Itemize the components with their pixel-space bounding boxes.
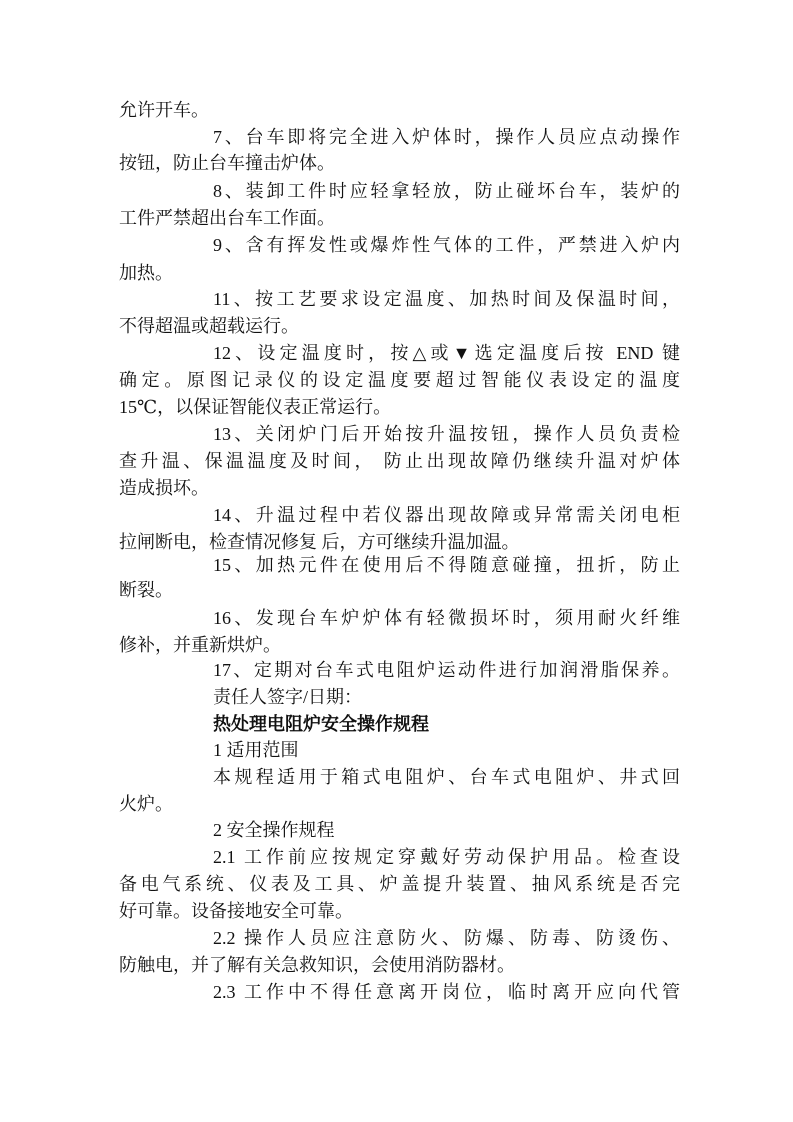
text-line: 8、装卸工件时应轻拿轻放，防止碰坏台车，装炉的	[213, 181, 680, 201]
text-line: 不得超温或超载运行。	[119, 316, 299, 336]
text-line: 断裂。	[119, 580, 173, 600]
text-line: 11、按工艺要求设定温度、加热时间及保温时间，	[213, 289, 680, 309]
text-line: 2 安全操作规程	[213, 820, 335, 840]
text-line: 2.1 工作前应按规定穿戴好劳动保护用品。检查设	[213, 847, 680, 867]
text-line: 按钮，防止台车撞击炉体。	[119, 153, 335, 173]
text-line: 7、台车即将完全进入炉体时，操作人员应点动操作	[213, 127, 680, 147]
text-line: 9、含有挥发性或爆炸性气体的工件，严禁进入炉内	[213, 235, 680, 255]
text-line: 修补，并重新烘炉。	[119, 635, 281, 655]
text-line: 12、设定温度时，按△或▼选定温度后按 END 键	[213, 343, 680, 363]
text-line: 15℃，以保证智能仪表正常运行。	[119, 397, 392, 417]
text-line: 允许开车。	[119, 100, 209, 120]
text-line: 15、加热元件在使用后不得随意碰撞，扭折，防止	[213, 555, 680, 575]
text-line: 查升温、保温温度及时间， 防止出现故障仍继续升温对炉体	[119, 451, 680, 471]
text-line: 工件严禁超出台车工作面。	[119, 208, 335, 228]
text-line: 责任人签字/日期：	[213, 687, 363, 707]
text-line: 17、定期对台车式电阻炉运动件进行加润滑脂保养。	[213, 660, 680, 680]
text-line: 造成损坏。	[119, 478, 209, 498]
text-line: 加热。	[119, 263, 173, 283]
text-line: 16、发现台车炉炉体有轻微损坏时，须用耐火纤维	[213, 608, 680, 628]
text-line: 14、升温过程中若仪器出现故障或异常需关闭电柜	[213, 505, 680, 525]
text-line: 2.2 操作人员应注意防火、防爆、防毒、防烫伤、	[213, 928, 680, 948]
text-line: 拉闸断电，检查情况修复 后，方可继续升温加温。	[119, 532, 520, 552]
text-line: 2.3 工作中不得任意离开岗位，临时离开应向代管	[213, 982, 680, 1002]
text-line: 火炉。	[119, 794, 173, 814]
text-line: 本规程适用于箱式电阻炉、台车式电阻炉、井式回	[213, 767, 680, 787]
text-line: 防触电，并了解有关急救知识，会使用消防器材。	[119, 955, 515, 975]
text-line: 1 适用范围	[213, 740, 299, 760]
text-line: 13、关闭炉门后开始按升温按钮，操作人员负责检	[213, 424, 680, 444]
section-heading: 热处理电阻炉安全操作规程	[213, 714, 429, 734]
text-line: 备电气系统、仪表及工具、炉盖提升装置、抽风系统是否完	[119, 874, 680, 894]
text-line: 好可靠。设备接地安全可靠。	[119, 901, 353, 921]
text-line: 确定。原图记录仪的设定温度要超过智能仪表设定的温度	[119, 370, 680, 390]
